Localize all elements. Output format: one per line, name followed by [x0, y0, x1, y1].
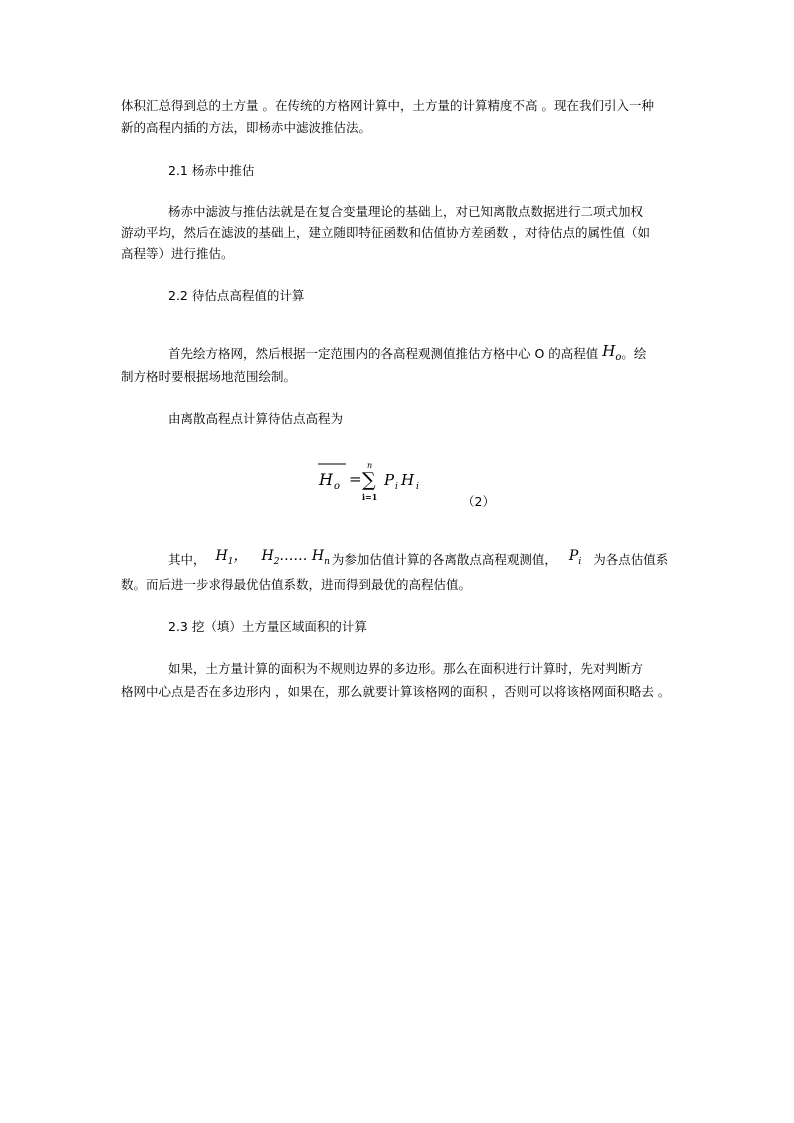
paragraph-5-line-1 [168, 548, 669, 575]
paragraph-5-text-c: 为各点估值系 [593, 552, 669, 567]
paragraph-5-line-2: 数。而后进一步求得最优估值系数，进而得到最优的高程估值。 [121, 577, 472, 592]
paragraph-6-line-1: 如果，土方量计算的面积为不规则边界的多边形。那么在面积进行计算时，先对判断方 [168, 661, 644, 676]
paragraph-1-line-1: 体积汇总得到总的土方量 。在传统的方格网计算中，土方量的计算精度不高 。现在我们引入一种 [121, 98, 654, 113]
ho-symbol: $H_o$ [602, 342, 622, 363]
sum-upper: n [367, 461, 373, 470]
section-heading-2-2: 2.2 待估点高程值的计算 [168, 288, 305, 303]
paragraph-2-line-3: 高程等）进行推估。 [121, 246, 234, 261]
pi-symbol: $P_i$ [568, 548, 582, 567]
h-symbol: H [401, 471, 415, 489]
p-symbol: P [384, 471, 395, 489]
sum-lower: i=1 [362, 492, 378, 502]
paragraph-3-text-b: 。绘 [621, 346, 647, 361]
paragraph-3-text-a: 首先绘方格网，然后根据一定范围内的各高程观测值推估方格中心 O 的高程值 [168, 346, 599, 361]
paragraph-2-line-2: 游动平均，然后在滤波的基础上，建立随即特征函数和估值协方差函数 ，对待估点的属性值（如 [121, 225, 650, 240]
paragraph-6-line-2: 格网中心点是否在多边形内 ，如果在，那么就要计算该格网的面积 ，否则可以将该格网面积略去 。 [121, 684, 671, 699]
paragraph-5-text-b: 为参加估值计算的各离散点高程观测值， [331, 552, 557, 567]
p-sub: i [395, 482, 398, 492]
h-sub: i [416, 482, 419, 492]
equals-sign: = [349, 470, 362, 488]
equation-number: （2） [462, 494, 495, 509]
paragraph-5-text-a: 其中， [168, 552, 206, 567]
formula-graphic [318, 460, 538, 508]
paragraph-4: 由离散高程点计算待估点高程为 [168, 411, 344, 426]
section-heading-2-1: 2.1 杨赤中推估 [168, 163, 255, 178]
h2-hn-symbols: $H_2\dots\dots$ $H_n$ [261, 548, 330, 567]
section-heading-2-3: 2.3 挖（填）土方量区域面积的计算 [168, 619, 367, 634]
paragraph-3-line-2: 制方格时要根据场地范围绘制。 [121, 369, 297, 384]
h1-symbol: $H_1$， [215, 548, 248, 567]
lhs-sub: o [334, 481, 341, 492]
paragraph-2-line-1: 杨赤中滤波与推估法就是在复合变量理论的基础上，对已知离散点数据进行二项式加权 [168, 204, 644, 219]
sum-sign: ∑ [362, 469, 376, 491]
paragraph-1-line-2: 新的高程内插的方法，即杨赤中滤波推估法。 [121, 120, 372, 135]
paragraph-3-line-1 [168, 344, 646, 369]
lhs-h: H [319, 470, 333, 489]
formula-2 [318, 460, 538, 508]
